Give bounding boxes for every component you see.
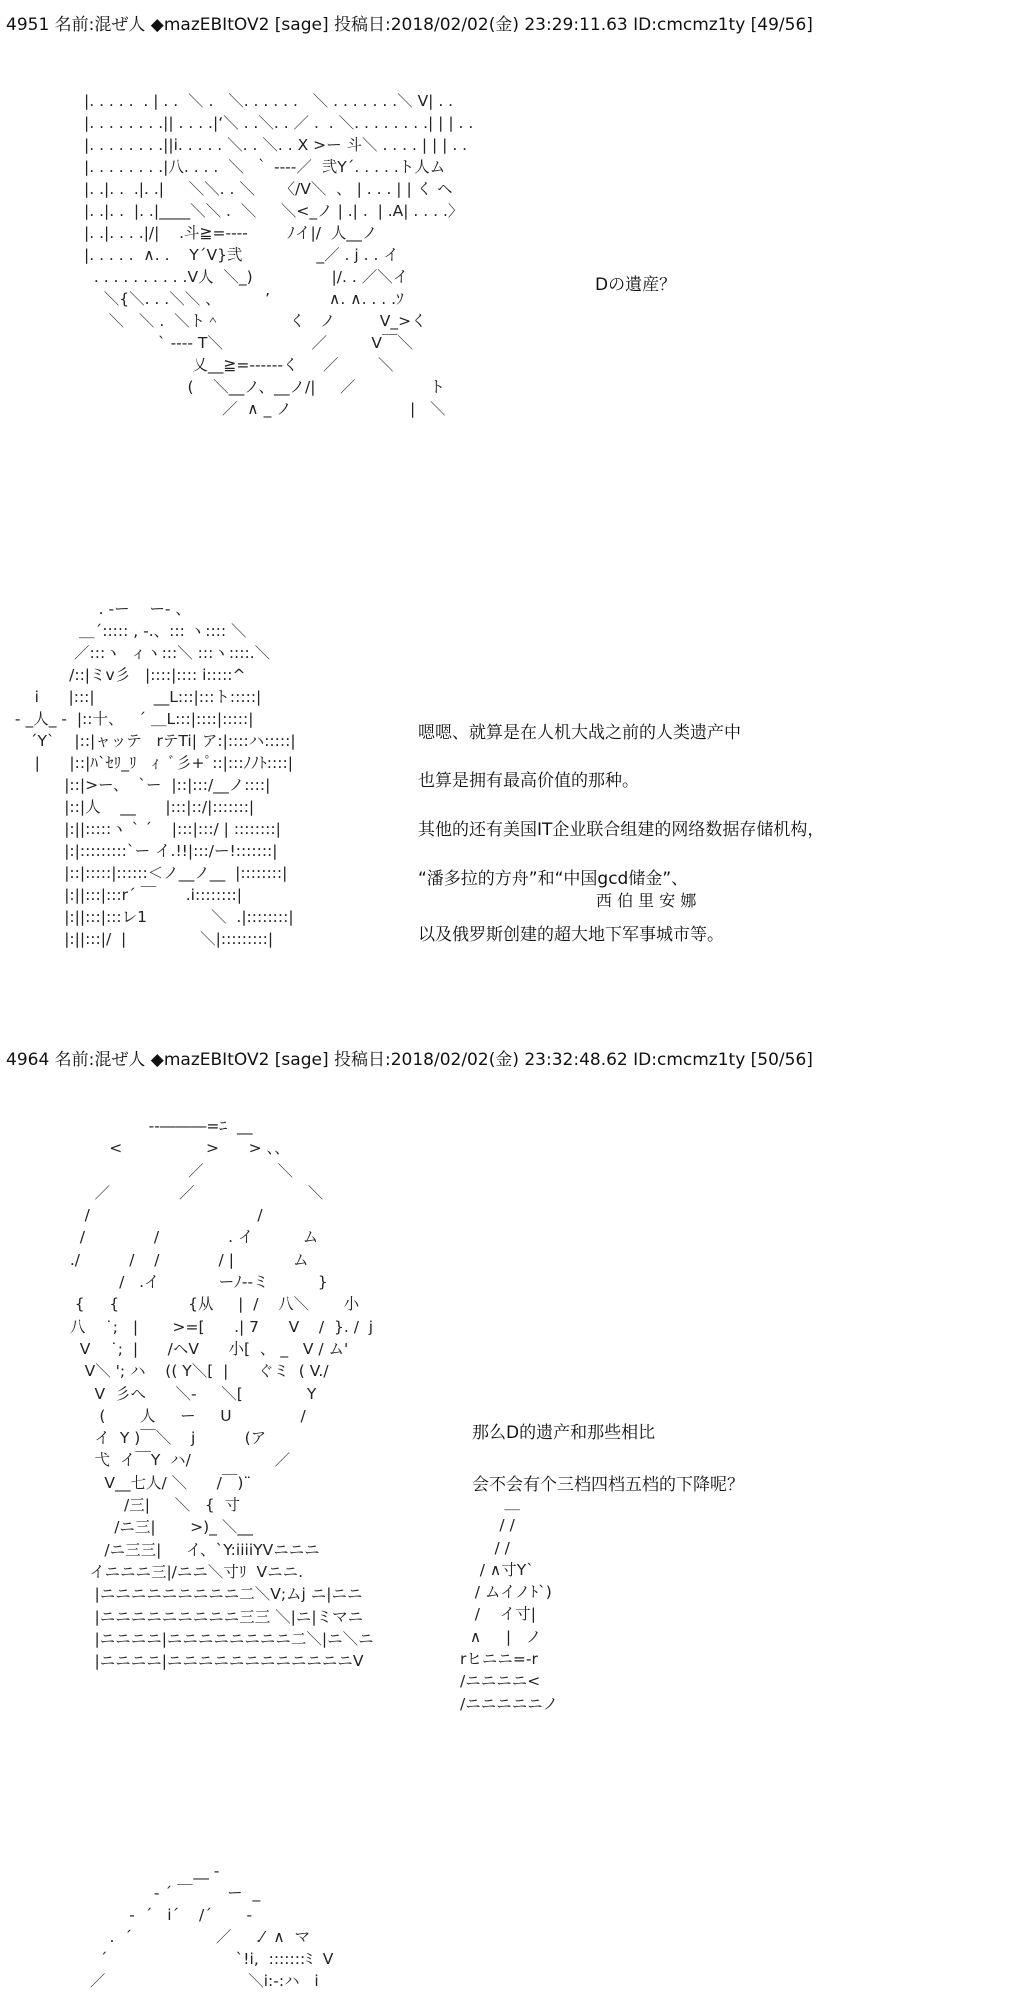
speech-line: 会不会有个三档四档五档的下降呢？ [472,1475,744,1495]
ascii-art-character: |. . . . . . | . . ＼ . ＼. . . . . . ＼ . . . . . . .＼ V| . . |. . . . . . . .|| . . . .|‘＼ . .＼. . ／ . . ＼. . . . . . . .| | | . . |. . . . . . . .||i. . . . . ＼. . ＼. . X >ー 斗＼ . . . . | | | . . |. . . . . . . .|八. . . . ＼ ｀ ----／ 弐Y´. . . . .ト人ム |. .|. . .|. .| ＼＼. . ＼ 〈/V＼ 、 | . . . | | く ヘ |. .|. . |. .|____＼＼ . ＼ ＼<_ノ | .| . | .A| . . . .〉 |. .|. . . .|/| .斗≧=---- ﾉイ|/ 人__ノ |. . . . . ∧. . Y´V}弐 _／ . j . . イ . . . . . . . . . .V人 ＼_) |/. . ／＼イ ＼{＼. . .＼＼ 、 ’ ∧. ∧. . . .ｿ ＼ ＼ . ＼ト＾ く ノ V_>く ` ---- T＼ ／ V￣＼ 乂__≧=------く ／ ＼ ( ＼__ノ、__ノ/| ／ ト ／ ∧ _ ノ | ＼ [84,92,474,418]
speech-line: 嗯嗯、就算是在人机大战之前的人类遗产中 [418,723,741,743]
speech-line: Dの遺産？ [595,275,677,295]
ruby-annotation: 西 伯 里 安 娜 [596,891,697,910]
ascii-art-character: --―――=ﾆ __ < > > 、、 ／ ＼ ／ ／ ＼ / / / / . イ ム ./ / / / | ム / .イ ーﾉ--ミ } { { {从 | / 八＼ 小 八 ˙; | >=[ .| 7 V / }. / j V ˙; | /ヘV 小[ 、 _ V / ム' V＼ '; ハ (( Y＼[ | ぐミ ( V./ V 彡へ ＼- ＼[ Y ( 人 ー U / イ Y )￣＼ j (ア 弋 イ￣Y ハ/ ／ V__七人/ ＼ /￣)¨ /三| ＼ { 寸 /ニ三| >)_ ＼__ /ニ三三| イ、`Y:iiiiYVニニニ イニニニ三|/ニニ＼寸ﾘ Vニニ. |ニニニニニニニニニ二＼V;ムj ニ|ニニ |ニニニニニニニニニ三三 ＼|ニ|ミマニ |ニニニニ|ニニニニニニニニ二＼|ニ＼ニ |ニニニニ|ニニニニニニニニニニニニV [69,1117,374,1671]
speech-line: 也算是拥有最高价值的那种。 [418,771,639,791]
speech-line: 那么D的遗产和那些相比 [472,1423,656,1443]
ascii-art-character: . -ー ー- 、 ＿´::::: , -.、::: ヽ:::: ＼ ／:::ヽ ィヽ:::＼ :::ヽ::::.＼ /::|ミv彡 |::::|:::: i:::::^ i |:::| __L:::|:::ト:::::| - _人_ - |::十、 ´ ＿L:::|::::|:::::| ´Y` |::|ャッテ rテTi| ア:|::::ハ:::::| | |::|ﾊ`ｾﾘ_ﾘ ｨ ﾞ彡+ﾟ::|:::ﾉﾉﾄ::::| |::|>ー、 `ー |::|:::/__ノ::::| |::|人 __ |:::|::/|:::::::| |:||:::::ヽ ` ´ |:::|:::/ | ::::::::| |:|:::::::::`ー イ.!!|:::/ー!:::::::| |::|:::::|::::::＜ノ__ノ__ |::::::::| |:||:::|:::r´ ￣ .i::::::::| |:||:::|:::レ1 ＼ .|::::::::| |:||:::|/ | ＼|:::::::::| [14,600,296,948]
ascii-art-object: ＿ / / / / / ∧寸Y` / ムイノﾄ`) / イ寸| ∧ | ノ rヒニニ=-r /ニニニニ< /ニニニニニノ [460,1494,559,1713]
ascii-art-character: __ - - ´ ￣ ー _ - ´ i´ /´ ‐ . ´ ／ .⁄ ∧ マ ´ `!i, :::::::ﾐ V ／ ＼i:-:ハ i [89,1862,334,1990]
post-header: 4951 名前:混ぜ人 ◆mazEBItOV2 [sage] 投稿日:2018/02/02(金) 23:29:11.63 ID:cmcmz1ty [49/56] [6,15,813,35]
speech-line: 以及俄罗斯创建的超大地下军事城市等。 [418,925,724,945]
post-header: 4964 名前:混ぜ人 ◆mazEBItOV2 [sage] 投稿日:2018/02/02(金) 23:32:48.62 ID:cmcmz1ty [50/56] [6,1050,813,1070]
speech-line: 其他的还有美国IT企业联合组建的网络数据存储机构， [418,820,825,840]
speech-line: “潘多拉的方舟”和“中国gcd储金”、 [418,869,689,889]
